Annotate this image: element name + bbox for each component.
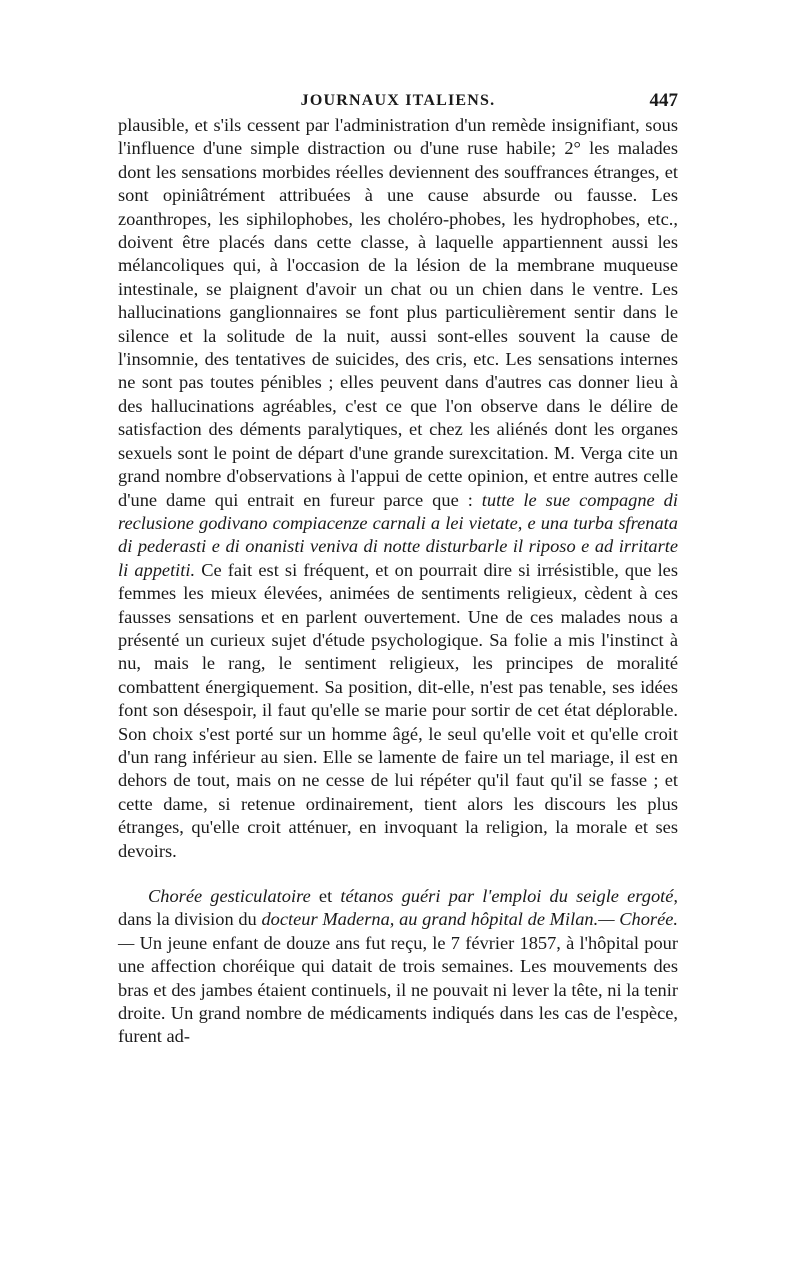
paragraph-1-text-b: Ce fait est si fréquent, et on pourrait dire si irrésistible, que les femmes les mieux élevées, animées de sentiments religieux, cèdent à ces fausses sensations et en parlent ouvertement. Une de ces malades nous a présenté un curieux sujet d'étude psychologique. Sa folie a mis l'instinct à nu, mais le rang, le sentiment religieux, les principes de moralité combattent énergiquement. Sa position, dit-elle, n'est pas tenable, ses idées font son désespoir, il faut qu'elle se marie pour sortir de cet état déplorable. Son choix s'est porté sur un homme âgé, le seul qu'elle voit et qu'elle croit d'un rang inférieur au sien. Elle se lamente de faire un tel mariage, il est en dehors de tout, mais on ne cesse de lui répéter qu'il faut qu'il se fasse ; et cette dame, si retenue ordinairement, tient alors les discours les plus étranges, qu'elle croit atténuer, en invoquant la religion, la morale et ses devoirs.	[118, 559, 678, 861]
document-page	[118, 84, 678, 1049]
page-number: 447	[649, 90, 678, 111]
section-title-tetanus: tétanos guéri par l'emploi du seigle ergoté,	[340, 886, 679, 906]
body-paragraph-1	[118, 114, 678, 863]
paragraph-1-text-a: plausible, et s'ils cessent par l'administration d'un remède insignifiant, sous l'influence d'une simple distraction ou d'une ruse habile; 2° les malades dont les sensations morbides réelles deviennent des souffrances étranges, et sont opiniâtrément attribuées à une cause absurde ou fausse. Les zoanthropes, les siphilophobes, les choléro-phobes, les hydrophobes, etc., doivent être placés dans cette classe, à laquelle appartiennent aussi les mélancoliques qui, à l'occasion de la lésion de la membrane muqueuse intestinale, se plaignent d'avoir un chat ou un chien dans le ventre. Les hallucinations ganglionnaires se font plus particulièrement sentir dans le silence et la solitude de la nuit, aussi sont-elles souvent la cause de l'insomnie, des tentatives de suicides, des cris, etc. Les sensations internes ne sont pas toutes pénibles ; elles peuvent dans d'autres cas donner lieu à des hallucinations agréables, c'est ce que l'on observe dans le délire de satisfaction des déments paralytiques, et chez les aliénés dont les organes sexuels sont le point de départ d'une grande surexcitation. M. Verga cite un grand nombre d'observations à l'appui de cette opinion, et entre autres celle d'une dame qui entrait en fureur parce que :	[118, 115, 678, 510]
running-header	[118, 84, 678, 114]
running-title: JOURNAUX ITALIENS.	[300, 92, 496, 109]
italian-quotation: tutte le sue compagne di reclusione godivano compiacenze carnali a lei vietate, e una turba sfrenata di pederasti e di onanisti veniva di notte disturbarle il riposo e ad irritarte li appetiti.	[118, 489, 678, 580]
section-title-conjunction: et	[310, 886, 341, 906]
body-paragraph-2	[118, 885, 678, 1049]
section-title-chorea: Chorée gesticulatoire	[148, 886, 311, 906]
doctor-attribution: docteur Maderna, au grand hôpital de Milan.— Chorée.—	[118, 909, 679, 953]
paragraph-2-text-a: dans la division du	[118, 909, 262, 930]
paragraph-2-text-b: Un jeune enfant de douze ans fut reçu, le 7 février 1857, à l'hôpital pour une affection choréique qui datait de trois semaines. Les mouvements des bras et des jambes étaient continuels, il ne pouvait ni lever la tête, ni la tenir droite. Un grand nombre de médicaments indiqués dans les cas de l'espèce, furent ad-	[118, 932, 678, 1047]
